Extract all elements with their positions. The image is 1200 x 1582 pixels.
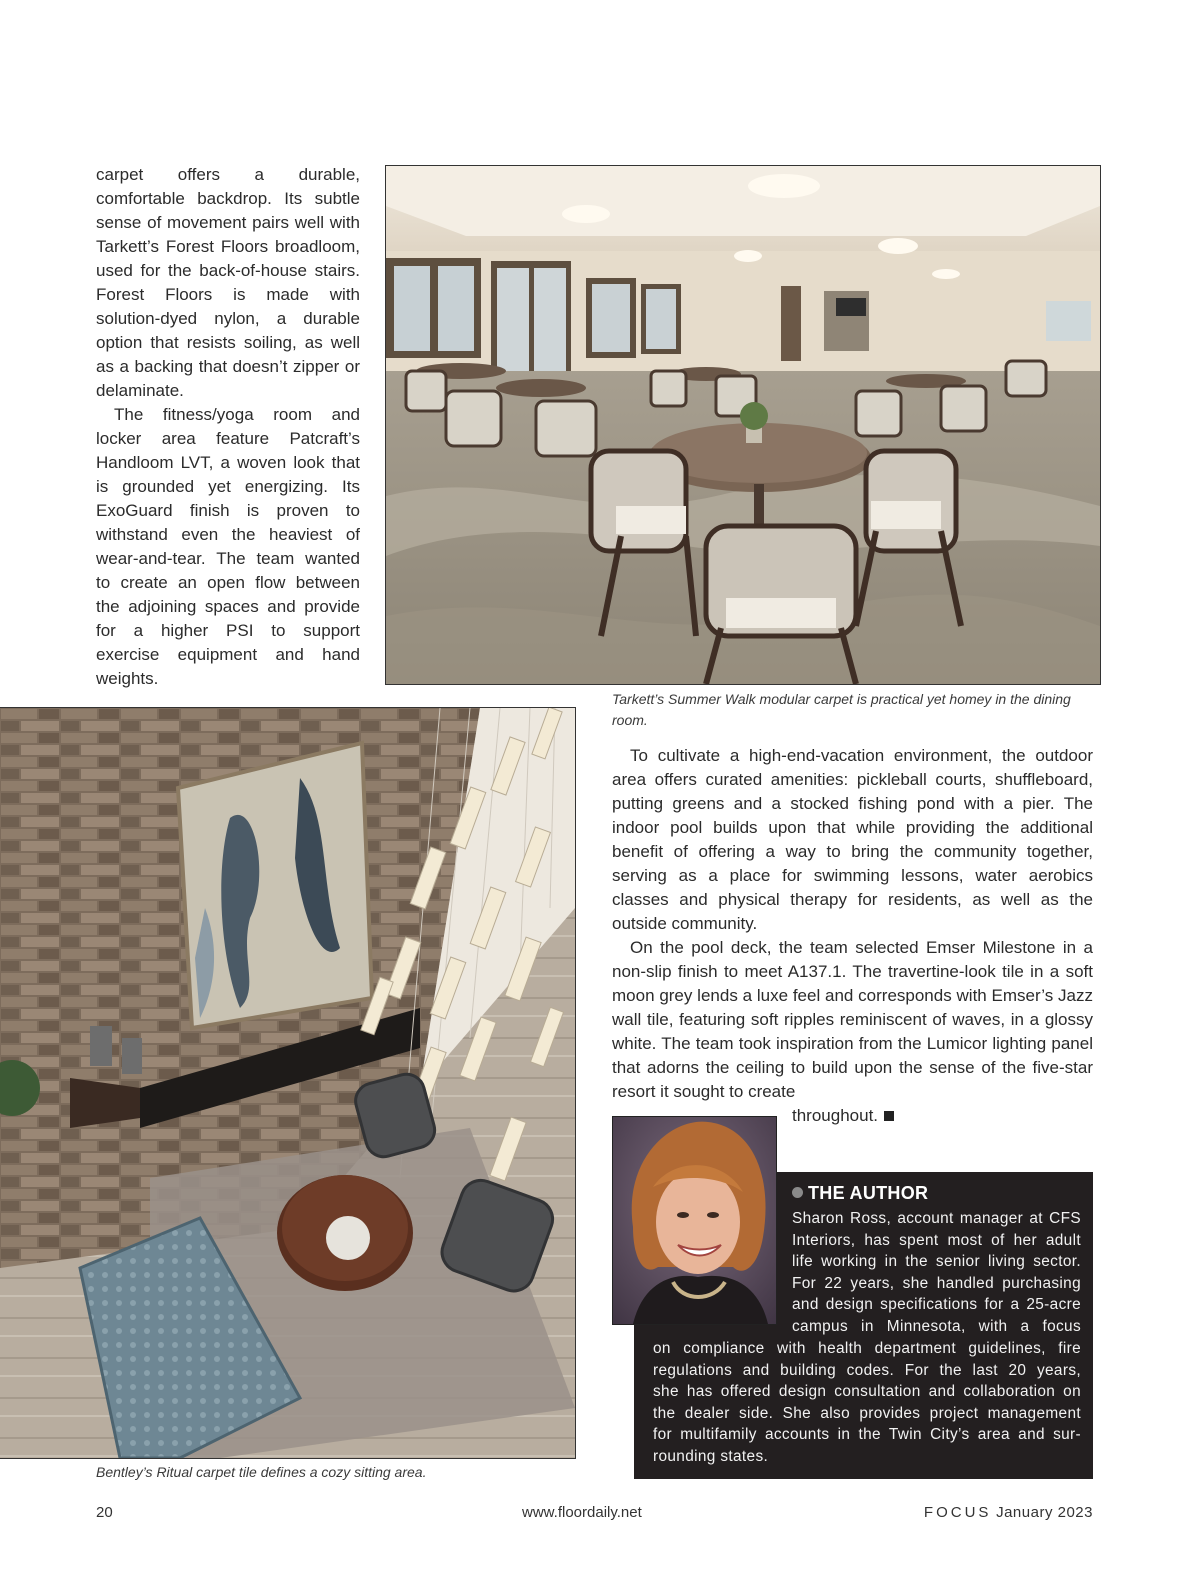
lobby-sitting-area-photo: [0, 707, 576, 1459]
author-bio-text-bottom: [653, 1338, 1081, 1468]
author-bio-line: on compliance with health department guidelines, fire: [653, 1340, 1081, 1357]
issue-label: [924, 1504, 1093, 1521]
end-of-article-square-icon: [884, 1111, 894, 1121]
bullet-dot-icon: [792, 1187, 803, 1198]
right-paragraph-2: On the pool deck, the team selected Emser Milestone in a non-slip finish to meet A137.1. The travertine-look tile in a soft moon grey lends a luxe feel and corresponds with Emser’s Jazz wall tile, featuring soft ripples reminiscent of waves, in a glossy white. The team took inspiration from the Lumicor lighting panel that adorns the ceiling to build upon the sense of the five-star resort it sought to create: [612, 938, 1093, 1101]
author-bio-line: for multifamily accounts in the Twin City’s area and sur-: [653, 1426, 1081, 1444]
author-heading-label: THE AUTHOR: [808, 1183, 929, 1203]
author-bio-line: For 22 years, she handled purchasing: [792, 1274, 1081, 1292]
author-bio-line: the dealer side. She also provides project management: [653, 1404, 1081, 1422]
left-column-text: [96, 163, 360, 691]
author-bio-line: she has offered design consultation and collaboration on: [653, 1383, 1081, 1401]
left-paragraph-1: carpet offers a durable, comfortable backdrop. Its subtle sense of movement pairs well with Tarkett’s Forest Floors broadloom, used for the back-of-house stairs. Forest Floors is made with solution-dyed nylon, a durable option that resists soiling, as well as a backing that doesn’t zipper or delaminate.: [96, 165, 360, 400]
author-bio-line: and design specifications for a 25-acre: [792, 1296, 1081, 1314]
lobby-photo-caption: Bentley’s Ritual carpet tile defines a cozy sitting area.: [96, 1464, 427, 1480]
publication-name: FOCUS: [923, 1504, 992, 1521]
dining-room-photo: [385, 165, 1101, 685]
author-bio-line: Sharon Ross, account manager at CFS: [792, 1210, 1081, 1227]
author-bio-line: campus in Minnesota, with a focus: [792, 1317, 1081, 1335]
page-number: 20: [96, 1504, 113, 1521]
article-closing-line: [792, 1104, 894, 1128]
author-bio-line: life working in the senior living sector.: [792, 1253, 1081, 1271]
issue-date: January 2023: [996, 1504, 1093, 1521]
author-bio-line: rounding states.: [653, 1447, 769, 1465]
dining-photo-caption: Tarkett’s Summer Walk modular carpet is practical yet homey in the dining room.: [612, 691, 1071, 728]
author-bio-line: Interiors, has spent most of her adult: [792, 1231, 1081, 1249]
author-bio-line: regulations and building codes. For the last 20 years,: [653, 1361, 1081, 1379]
author-bio-text-top: [792, 1208, 1081, 1338]
author-portrait-photo: [612, 1116, 777, 1325]
author-heading: [792, 1183, 928, 1204]
closing-word: throughout.: [792, 1106, 879, 1125]
right-column-text: [612, 744, 1093, 1104]
website-url[interactable]: www.floordaily.net: [522, 1504, 642, 1521]
right-paragraph-1: To cultivate a high-end-vacation environment, the outdoor area offers curated amenities: pickleball courts, shuffleboard, putting greens and a stocked fishing pond with a pier. The indoor pool builds upon that while providing the additional benefit of offering a way to bring the community together, serving as a place for swimming lessons, water aerobics classes and physical therapy for residents, as well as the outside community.: [612, 746, 1093, 933]
left-paragraph-2: The fitness/yoga room and locker area feature Patcraft’s Handloom LVT, a woven look that is grounded yet energizing. Its ExoGuard finish is proven to withstand even the heaviest of wear-and-tear. The team wanted to create an open flow between the adjoining spaces and provide for a higher PSI to support exercise equipment and hand weights.: [96, 405, 360, 688]
